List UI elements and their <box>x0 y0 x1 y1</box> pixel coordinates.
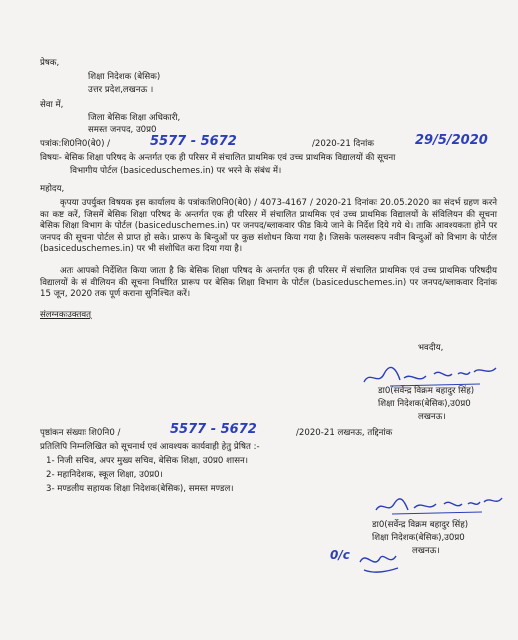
to-label: सेवा में, <box>40 100 64 110</box>
signatory-designation-1: शिक्षा निदेशक(बेसिक),उ0प्र0 <box>378 399 471 409</box>
signatory-name-2: डा0(सर्वेन्द्र विक्रम बहादुर सिंह) <box>372 520 469 530</box>
paragraph-2: अतः आपको निर्देशित किया जाता है कि बेसिक शिक्षा परिषद के अन्तर्गत एक ही परिसर में संचालित प्राथमिक एवं उच्च प्राथमिक परिषदीय विद्यालयों के सं वीलियन की सूचना निर्धारित प्रारूप पर बेसिक शिक्षा विभाग के पोर्टल (basiceduschemes.in) पर जनपद/ब्लाकवार दिनांक 15 जून, 2020 तक पूर्ण कराना सुनिश्चित करें। <box>40 266 497 300</box>
endorsement-hand-number: 5577 - 5672 <box>170 422 257 437</box>
yours-faithfully: भवदीय, <box>418 343 444 353</box>
endorsement-suffix: /2020-21 लखनऊ, तद्दिनांक <box>296 428 393 438</box>
signatory-name-1: डा0(सर्वेन्द्र विक्रम बहादुर सिंह) <box>378 386 475 396</box>
endorsement-prefix: पृष्ठांकन संख्याः शि0नि0 / <box>40 428 121 438</box>
reference-hand-date: 29/5/2020 <box>415 133 488 148</box>
salutation: महोदय, <box>40 184 65 194</box>
reference-suffix: /2020-21 दिनांक <box>312 139 374 149</box>
to-place: समस्त जनपद, उ0प्र0 <box>88 125 157 135</box>
endorsement-item-1: 1- निजी सचिव, अपर मुख्य सचिव, बेसिक शिक्षा, उ0प्र0 शासन। <box>46 456 249 466</box>
from-label: प्रेषक, <box>40 58 60 68</box>
subject-line-1: विषयः- बेसिक शिक्षा परिषद के अन्तर्गत एक ही परिसर में संचालित प्राथमिक एवं उच्च प्राथमिक विद्यालयों की सूचना <box>40 153 396 163</box>
endorsement-item-3: 3- मण्डलीय सहायक शिक्षा निदेशक(बेसिक), समस्त मण्डल। <box>46 484 234 494</box>
initials-scribble <box>356 548 404 578</box>
oc-note: 0/c <box>330 548 350 562</box>
signatory-designation-2: शिक्षा निदेशक(बेसिक),उ0प्र0 <box>372 533 465 543</box>
reference-hand-number: 5577 - 5672 <box>150 134 237 149</box>
signatory-place-2: लखनऊ। <box>412 546 440 556</box>
signature-2 <box>372 494 512 518</box>
endorsement-item-2: 2- महानिदेशक, स्कूल शिक्षा, उ0प्र0। <box>46 470 163 480</box>
enclosure-note: संलग्नकःउक्तवत् <box>40 310 92 320</box>
signatory-place-1: लखनऊ। <box>418 412 446 422</box>
reference-prefix: पत्रांक:शि0नि0(बे0) / <box>40 139 111 149</box>
from-place: उत्तर प्रदेश,लखनऊ । <box>88 85 154 95</box>
subject-line-2: विभागीय पोर्टल (basiceduschemes.in) पर भरने के संबंध में। <box>70 166 282 176</box>
endorsement-intro: प्रतिलिपि निम्नलिखित को सूचनार्थ एवं आवश्यक कार्यवाही हेतु प्रेषित :- <box>40 442 260 452</box>
from-name: शिक्षा निदेशक (बेसिक) <box>88 72 161 82</box>
paragraph-1: कृपया उपर्युक्त विषयक इस कार्यालय के पत्रांकःशि0नि0(बे0) / 4073-4167 / 2020-21 दिनांकः 20.05.2020 का संदर्भ ग्रहण करने का कष्ट करें, जिसमें बेसिक शिक्षा परिषद के अन्तर्गत एक ही परिसर में संचालित प्राथमिक एवं उच्च प्राथमिक विद्यालयों के संविलियन की सूचना बेसिक शिक्षा विभाग के पोर्टल (basiceduschemes.in) पर जनपद/ब्लाकवार फीड किये जाने के निर्देश दिये गये थे। ताकि आवश्यकता होने पर जनपद की सूचना पोर्टल से प्राप्त हो सके। प्रारूप के बिन्दुओं पर कुछ संशोधन किया गया है। जिसके फलस्वरूप नवीन बिन्दुओं को विभाग के पोर्टल (basiceduschemes.in) पर भी संशोधित करा दिया गया है। <box>40 198 497 255</box>
to-name: जिला बेसिक शिक्षा अधिकारी, <box>88 113 181 123</box>
